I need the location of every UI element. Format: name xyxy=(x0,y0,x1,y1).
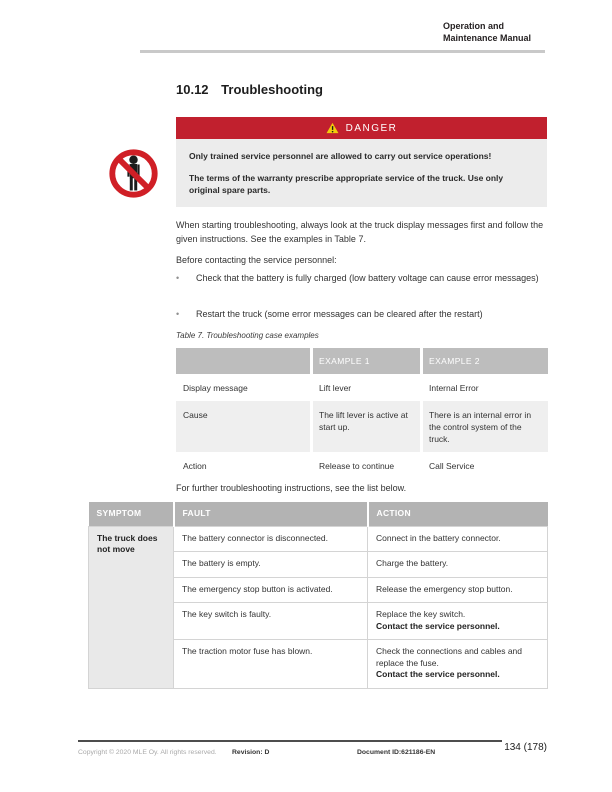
footer-rule xyxy=(78,740,502,742)
table7-header-empty xyxy=(176,348,310,374)
column-header-fault: FAULT xyxy=(174,502,368,526)
header-line1: Operation and xyxy=(443,21,505,31)
fault-cell: The key switch is faulty. xyxy=(174,603,368,640)
action-cell xyxy=(368,640,548,689)
action-text: Charge the battery. xyxy=(376,558,449,568)
action-text: Connect in the battery connector. xyxy=(376,532,501,543)
table7-header-example2: EXAMPLE 2 xyxy=(423,348,548,374)
column-header-action: ACTION xyxy=(368,502,548,526)
danger-text-line2: The terms of the warranty prescribe appropriate service of the truck. Use only original spare parts. xyxy=(189,173,504,195)
table7-header-example1: EXAMPLE 1 xyxy=(313,348,420,374)
bullet-text: Restart the truck (some error messages can be cleared after the restart) xyxy=(196,309,483,319)
section-number: 10.12 xyxy=(176,82,209,97)
table7-row-label: Cause xyxy=(176,401,310,452)
table7-cell: The lift lever is active at start up. xyxy=(313,401,420,452)
action-cell xyxy=(368,577,548,603)
action-bold-text: Contact the service personnel. xyxy=(376,669,500,679)
bullet-marker: • xyxy=(176,273,180,283)
intro-paragraph-2: Before contacting the service personnel: xyxy=(176,255,337,265)
intro-paragraph-1: When starting troubleshooting, always look at the truck display messages first and follow the given instructions. See the examples in Table 7. xyxy=(176,220,544,244)
table7-cell: Call Service xyxy=(429,461,475,471)
action-text: Release the emergency stop button. xyxy=(376,583,513,594)
bullet-text: Check that the battery is fully charged (low battery voltage can cause error messages) xyxy=(196,273,539,283)
table7-caption: Table 7. Troubleshooting case examples xyxy=(176,331,319,340)
table7-cell: Internal Error xyxy=(429,383,479,393)
bullet-item xyxy=(176,272,548,286)
action-cell xyxy=(368,552,548,578)
column-header-symptom: SYMPTOM xyxy=(89,502,174,526)
table7-row-label: Display message xyxy=(183,383,248,393)
table7 xyxy=(176,348,548,479)
fault-cell: The battery is empty. xyxy=(174,552,368,578)
bullet-marker: • xyxy=(176,309,180,319)
table7-cell: There is an internal error in the control system of the truck. xyxy=(423,401,548,452)
footer-revision: Revision: D xyxy=(232,749,270,756)
fault-cell: The battery connector is disconnected. xyxy=(174,526,368,552)
footer-copyright: Copyright © 2020 MLE Oy. All rights reserved. xyxy=(78,749,217,756)
action-bold-text: Contact the service personnel. xyxy=(376,620,500,631)
table-row xyxy=(89,526,548,552)
danger-label: DANGER xyxy=(345,122,398,134)
header-line2: Maintenance Manual xyxy=(443,33,532,43)
section-title xyxy=(176,82,323,97)
no-persons-prohibition-icon xyxy=(107,147,160,200)
danger-info-box xyxy=(176,139,547,207)
troubleshooting-table xyxy=(88,502,548,689)
further-instructions-text: For further troubleshooting instructions, see the list below. xyxy=(176,483,407,493)
action-text: Replace the key switch. xyxy=(376,609,466,619)
section-name: Troubleshooting xyxy=(221,82,323,97)
table7-row-label: Action xyxy=(183,461,207,471)
bullet-item xyxy=(176,308,548,322)
footer-document-id: Document ID:621186-EN xyxy=(357,749,436,756)
header-rule xyxy=(140,50,545,53)
table7-cell: Release to continue xyxy=(319,461,395,471)
page-number: 134 (178) xyxy=(504,742,547,753)
page-header xyxy=(443,20,531,44)
warning-triangle-icon xyxy=(326,122,339,134)
action-cell xyxy=(368,603,548,640)
action-text: Check the connections and cables and replace the fuse. xyxy=(376,646,523,668)
action-cell xyxy=(368,526,548,552)
table-header-row xyxy=(89,502,548,526)
table7-cell: Lift lever xyxy=(319,383,352,393)
fault-cell: The emergency stop button is activated. xyxy=(174,577,368,603)
danger-text-line1: Only trained service personnel are allowed to carry out service operations! xyxy=(189,151,492,161)
danger-banner xyxy=(176,117,547,139)
fault-cell: The traction motor fuse has blown. xyxy=(174,640,368,689)
symptom-cell: The truck does not move xyxy=(89,526,174,688)
